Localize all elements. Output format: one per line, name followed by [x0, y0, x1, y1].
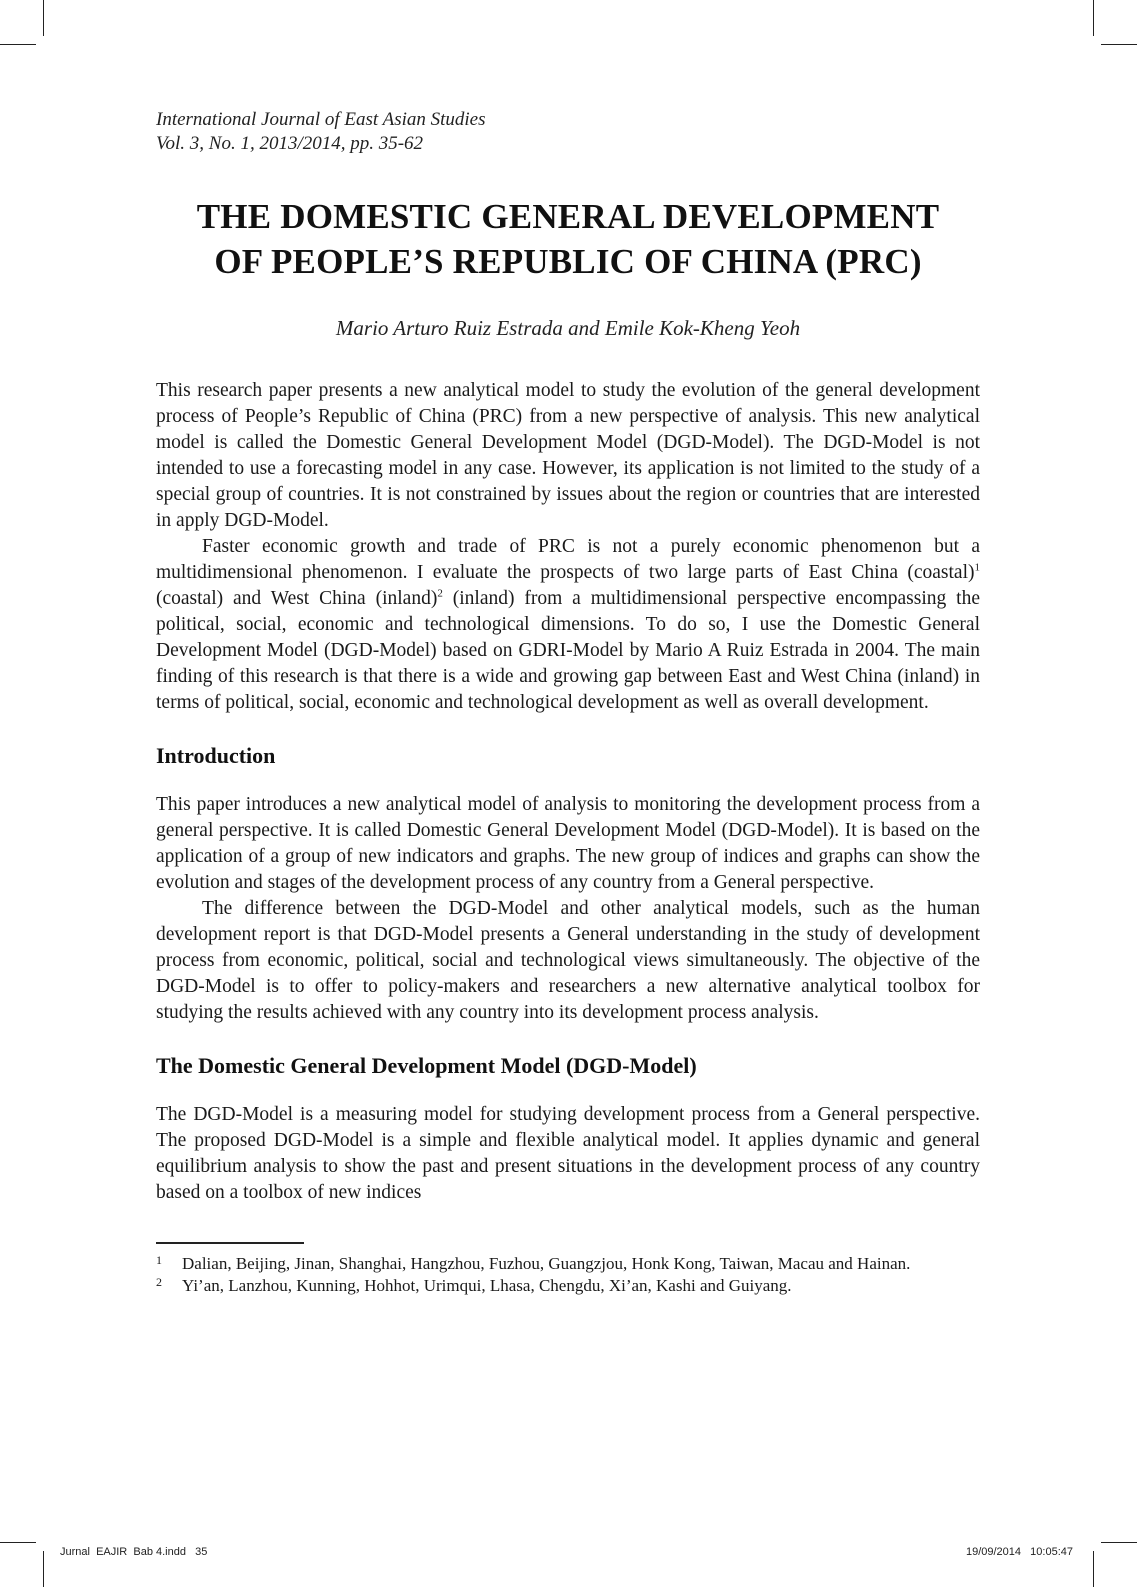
abstract [156, 378, 980, 716]
abstract-text: (coastal) and West China (inland) [156, 588, 438, 609]
footnote-divider [156, 1242, 304, 1244]
footnote-text: Dalian, Beijing, Jinan, Shanghai, Hangzhou, Fuzhou, Guangzjou, Honk Kong, Taiwan, Macau and Hainan. [182, 1254, 911, 1273]
title-line-2: OF PEOPLE’S REPUBLIC OF CHINA (PRC) [214, 242, 922, 281]
footnote-number: 2 [156, 1275, 162, 1289]
journal-header [156, 108, 980, 156]
abstract-paragraph-2 [156, 534, 980, 716]
dgd-paragraph-1: The DGD-Model is a measuring model for studying development process from a General perspective. The proposed DGD-Model is a simple and flexible analytical model. It applies dynamic and general equilibrium analysis to show the past and present situations in the development process of any country based on a toolbox of new indices [156, 1104, 980, 1203]
print-slug-timestamp: 19/09/2014 10:05:47 [965, 1546, 1073, 1558]
crop-mark [1101, 1542, 1137, 1543]
crop-mark [43, 0, 44, 36]
abstract-paragraph-1: This research paper presents a new analytical model to study the evolution of the general development process of People’s Republic of China (PRC) from a new perspective of analysis. This new analytical model is called the Domestic General Development Model (DGD-Model). The DGD-Model is not intended to use a forecasting model in any case. However, its application is not limited to the study of a special group of countries. It is not constrained by issues about the region or countries that are interested in apply DGD-Model. [156, 380, 980, 531]
abstract-text: (inland) from a multidimensional perspective encompassing the political, social, economic and technological dimensions. To do so, I use the Domestic General Development Model (DGD-Model) based on GDRI-Model by Mario A Ruiz Estrada in 2004. The main finding of this research is that there is a wide and growing gap between East and West China (inland) in terms of political, social, economic and technological development as well as overall development. [156, 588, 980, 713]
section-heading-dgd-model: The Domestic General Development Model (DGD-Model) [156, 1053, 697, 1078]
crop-mark [43, 1551, 44, 1587]
footnote-2 [156, 1275, 980, 1297]
journal-name: International Journal of East Asian Studies [156, 109, 486, 130]
footnote-ref[interactable]: 2 [437, 587, 443, 600]
footnote-number: 1 [156, 1253, 162, 1267]
authors: Mario Arturo Ruiz Estrada and Emile Kok-Kheng Yeoh [335, 316, 801, 340]
section-heading-introduction: Introduction [156, 743, 276, 768]
page-content [156, 108, 980, 1297]
crop-mark [0, 44, 36, 45]
intro-paragraph-1: This paper introduces a new analytical model of analysis to monitoring the development process from a general perspective. It is called Domestic General Development Model (DGD-Model). It is based on the application of a group of new indicators and graphs. The new group of indices and graphs can show the evolution and stages of the development process of any country from a General perspective. [156, 794, 980, 893]
print-slug-file: Jurnal EAJIR Bab 4.indd 35 [60, 1546, 208, 1558]
abstract-text: Faster economic growth and trade of PRC is not a purely economic phenomenon but a multidimensional phenomenon. I evaluate the prospects of two large parts of East China (coastal) [156, 536, 980, 583]
intro-paragraph-2: The difference between the DGD-Model and other analytical models, such as the human development report is that DGD-Model presents a General understanding in the study of development process from economic, political, social and technological views simultaneously. The objective of the DGD-Model is to offer to policy-makers and researchers a new alternative analytical toolbox for studying the results achieved with any country into its development process analysis. [156, 898, 980, 1023]
crop-mark [0, 1542, 36, 1543]
footnote-text: Yi’an, Lanzhou, Kunning, Hohhot, Urimqui, Lhasa, Chengdu, Xi’an, Kashi and Guiyang. [182, 1276, 792, 1295]
paper-title [156, 194, 980, 284]
crop-mark [1093, 1551, 1094, 1587]
crop-mark [1101, 44, 1137, 45]
footnote-ref[interactable]: 1 [974, 561, 980, 574]
crop-mark [1093, 0, 1094, 36]
journal-issue: Vol. 3, No. 1, 2013/2014, pp. 35-62 [156, 133, 424, 154]
footnote-1 [156, 1253, 980, 1275]
title-line-1: THE DOMESTIC GENERAL DEVELOPMENT [196, 197, 940, 236]
